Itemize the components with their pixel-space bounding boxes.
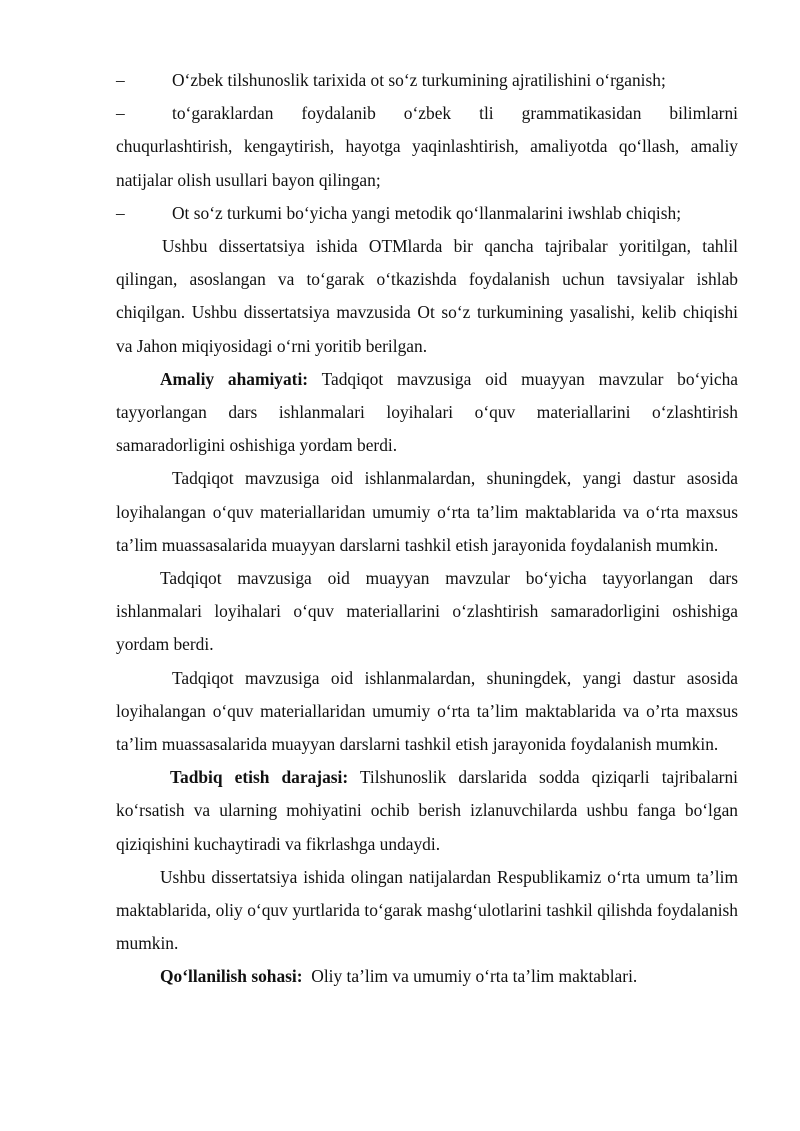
paragraph: Ushbu dissertatsiya ishida olingan natijalardan Respublikamiz o‘rta umum ta’lim maktablarida, oliy o‘quv yurtlarida to‘garak mashg‘ulotlarini tashkil qilishda foydalanish mumkin.: [116, 866, 738, 954]
qollanilish-heading: Qo‘llanilish sohasi:: [160, 966, 303, 987]
amaliy-text: Tadqiqot mavzusiga oid muayyan mavzular bo‘yicha tayyorlangan dars ishlanmalari loyihalari o‘quv materiallarini o‘zlashtirish samaradorligini oshishiga yordam berdi.: [116, 368, 739, 456]
paragraph: Tadqiqot mavzusiga oid muayyan mavzular bo‘yicha tayyorlangan dars ishlanmalari loyihalari o‘quv materiallarini o‘zlashtirish samaradorligini oshishiga yordam berdi.: [116, 568, 738, 655]
bullet-text: O‘zbek tilshunoslik tarixida ot so‘z turkumining ajratilishini o‘rganish;: [172, 70, 666, 90]
qollanilish-paragraph: [116, 960, 738, 993]
bullet-dash: –: [116, 103, 125, 124]
paragraph: Ushbu dissertatsiya ishida OTMlarda bir qancha tajribalar yoritilgan, tahlil qilingan, asoslangan va to‘garak o‘tkazishda foydalanish uchun tavsiyalar ishlab chiqilgan. Ushbu dissertatsiya mavzusida Ot so‘z turkumining yasalishi, kelib chiqishi va Jahon miqiyosidagi o‘rni yoritib berilgan.: [116, 236, 738, 356]
bullet-dash: –: [116, 70, 125, 90]
bullet-item: [116, 64, 738, 97]
amaliy-heading: Amaliy ahamiyati:: [160, 368, 309, 389]
bullet-item: [116, 97, 738, 197]
bullet-text: Ot so‘z turkumi bo‘yicha yangi metodik qo‘llanmalarini iwshlab chiqish;: [172, 202, 682, 223]
qollanilish-text: Oliy ta’lim va umumiy o‘rta ta’lim maktablari.: [302, 966, 638, 987]
amaliy-paragraph: [116, 363, 738, 463]
paragraph: Tadqiqot mavzusiga oid ishlanmalardan, shuningdek, yangi dastur asosida loyihalangan o‘quv materiallaridan umumiy o‘rta ta’lim maktablarida va o’rta maxsus ta’lim muassasalarida muayyan darslarni tashkil etish jarayonida foydalanish mumkin.: [116, 667, 738, 755]
tadbiq-paragraph: [116, 761, 738, 861]
bullet-text: to‘garaklardan foydalanib o‘zbek tli grammatikasidan bilimlarni chuqurlashtirish, kengaytirish, hayotga yaqinlashtirish, amaliyotda qo‘llash, amaliy natijalar olish usullari bayon qilingan;: [116, 103, 738, 190]
paragraph: Tadqiqot mavzusiga oid ishlanmalardan, shuningdek, yangi dastur asosida loyihalangan o‘quv materiallaridan umumiy o‘rta ta’lim maktablarida va o‘rta maxsus ta’lim muassasalarida muayyan darslarni tashkil etish jarayonida foydalanish mumkin.: [116, 468, 738, 555]
tadbiq-text: Tilshunoslik darslarida sodda qiziqarli tajribalarni ko‘rsatish va ularning mohiyatini ochib berish izlanuvchilarda ushbu fanga bo‘lgan qiziqishini kuchaytiradi va fikrlashga undaydi.: [116, 767, 738, 854]
tadbiq-heading: Tadbiq etish darajasi:: [170, 767, 349, 788]
document-page: [116, 64, 738, 994]
bullet-item: [116, 197, 738, 230]
bullet-dash: –: [116, 202, 125, 223]
